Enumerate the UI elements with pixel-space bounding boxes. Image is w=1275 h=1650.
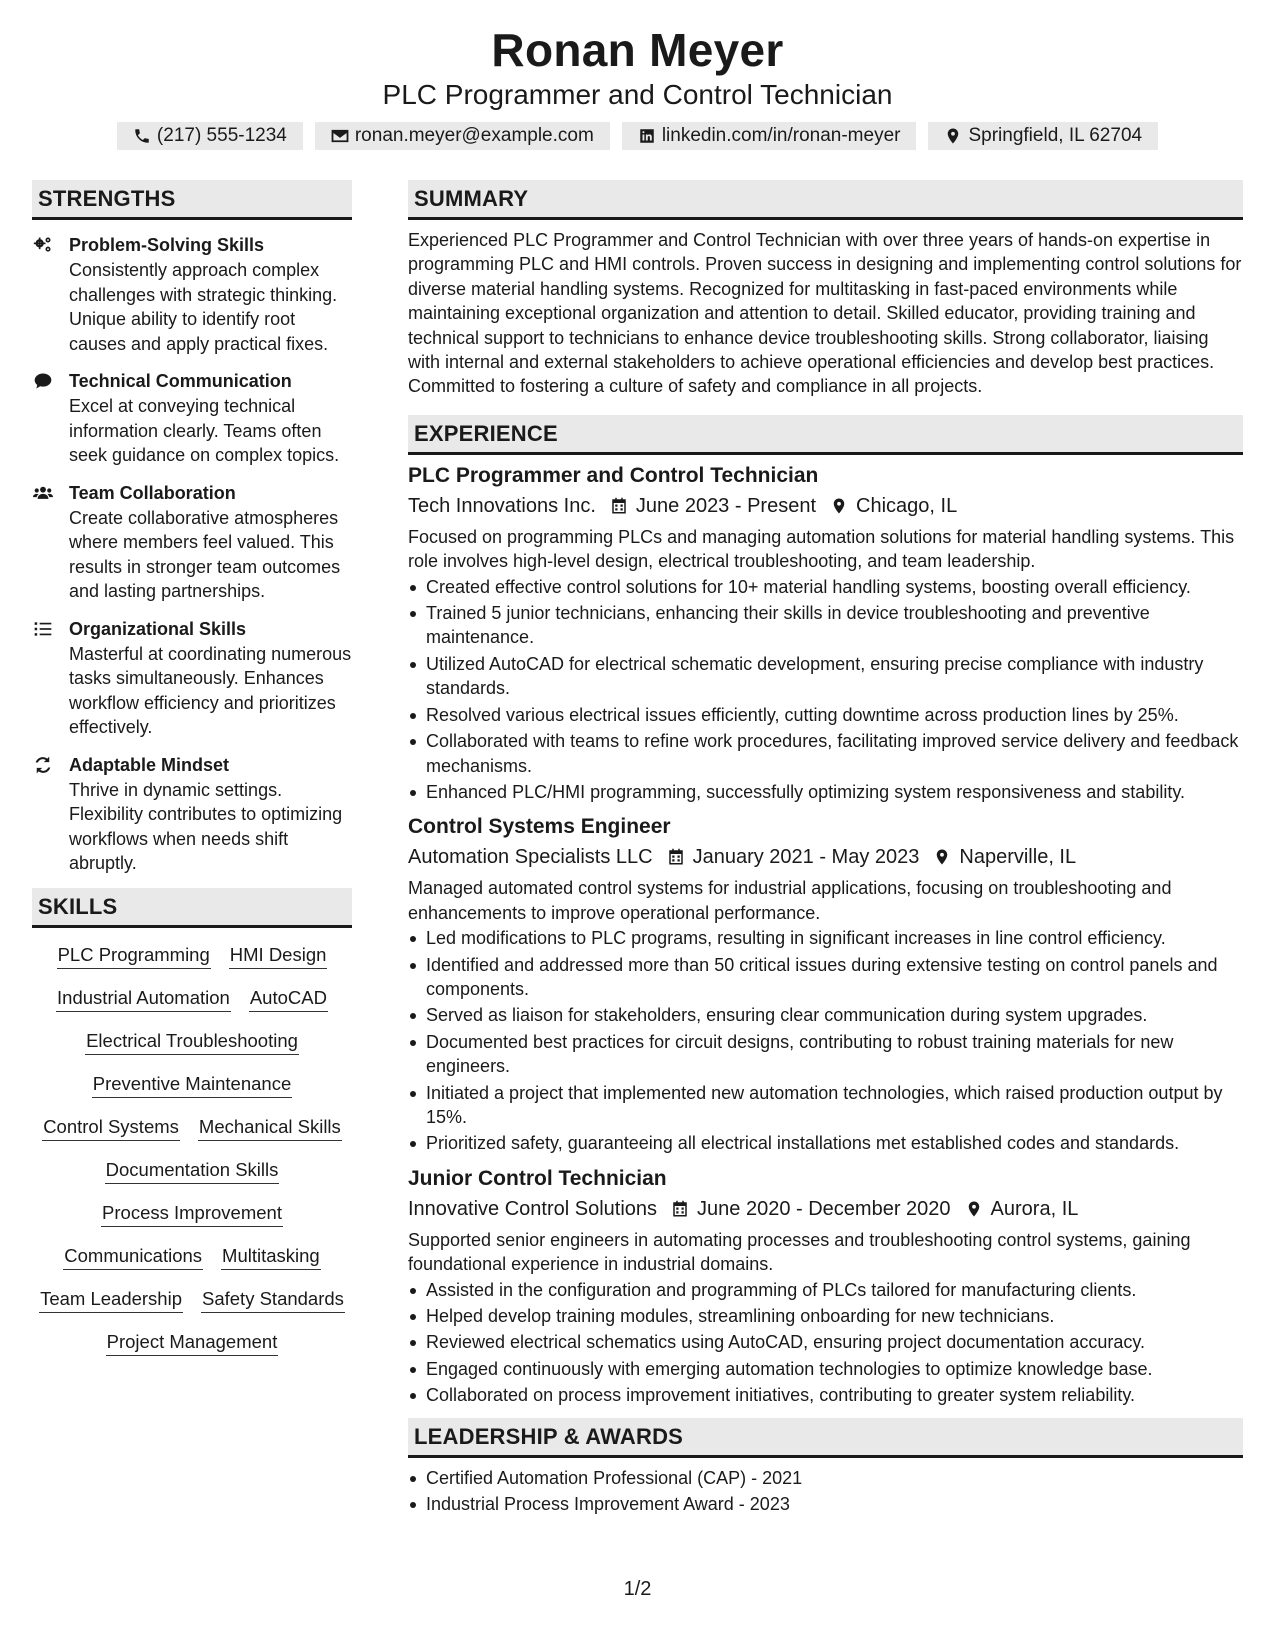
sync-icon [32, 755, 54, 775]
job-description: Focused on programming PLCs and managing automation solutions for material handling systems. This role involves high-level design, electrical troubleshooting, and team leadership. [408, 526, 1235, 572]
strength-title: Problem-Solving Skills [69, 235, 265, 255]
job-dates: June 2023 - Present [635, 494, 817, 517]
strength-title: Adaptable Mindset [69, 754, 230, 775]
candidate-title: PLC Programmer and Control Technician [382, 79, 893, 110]
skill-tag: Preventive Maintenance [92, 1071, 292, 1098]
comment-icon [32, 371, 54, 391]
list-item: Identified and addressed more than 50 critical issues during extensive testing on control panels and components. [408, 953, 1243, 1002]
skill-tag: Industrial Automation [56, 985, 231, 1012]
list-item: Resolved various electrical issues efficiently, cutting downtime across production lines by 25%. [408, 703, 1243, 727]
job-bullets [408, 1278, 1243, 1408]
page-number: 1/2 [623, 1578, 652, 1600]
strengths-list [32, 232, 352, 876]
summary-text: Experienced PLC Programmer and Control Technician with over three years of hands-on expertise in programming PLC and HMI controls. Proven success in designing and implementing control solutions for diverse material handling systems. Recognized for multitasking in fast-paced environments while maintaining exceptional organization and attention to detail. Skilled educator, providing training and technical support to technicians to enhance device troubleshooting skills. Strong collaborator, liaising with internal and external stakeholders to achieve operational efficiencies and develop best practices. Committed to fostering a culture of safety and compliance in all projects. [408, 230, 1242, 397]
calendar-icon [671, 1199, 689, 1219]
job-company: Tech Innovations Inc. [408, 494, 596, 517]
email-text: ronan.meyer@example.com [354, 125, 594, 146]
job-location: Aurora, IL [990, 1197, 1079, 1220]
skill-tag: Safety Standards [201, 1286, 345, 1313]
skill-tag: Documentation Skills [105, 1157, 280, 1184]
skills-heading: SKILLS [32, 888, 352, 928]
skill-tag: AutoCAD [249, 985, 328, 1012]
list-item: Collaborated with teams to refine work procedures, facilitating improved service delivery and feedback mechanisms. [408, 729, 1243, 778]
location-text: Springfield, IL 62704 [968, 125, 1143, 146]
job-entry [408, 812, 1243, 1155]
skill-tag: Electrical Troubleshooting [85, 1028, 299, 1055]
strength-desc: Masterful at coordinating numerous tasks simultaneously. Enhances workflow efficiency and prioritizes effectively. [69, 643, 352, 737]
job-title: PLC Programmer and Control Technician [408, 463, 819, 487]
cogs-icon [32, 235, 54, 255]
resume-header [0, 24, 1275, 150]
phone-icon [133, 127, 151, 145]
job-entry [408, 1164, 1243, 1408]
awards-list [408, 1466, 1243, 1517]
map-pin-icon [933, 847, 951, 867]
list-item: Collaborated on process improvement initiatives, contributing to greater system reliability. [408, 1383, 1243, 1407]
job-entry [408, 461, 1243, 804]
job-location: Naperville, IL [959, 846, 1077, 869]
strength-title: Team Collaboration [69, 482, 236, 503]
job-title: Control Systems Engineer [408, 815, 671, 839]
strength-item [32, 232, 352, 356]
job-dates: June 2020 - December 2020 [697, 1197, 951, 1220]
job-meta [408, 491, 1243, 521]
strength-desc: Consistently approach complex challenges with strategic thinking. Unique ability to identify root causes and apply practical fixes. [69, 260, 338, 354]
candidate-name: Ronan Meyer [491, 24, 784, 76]
strength-title: Technical Communication [69, 371, 292, 391]
strength-item [32, 480, 352, 604]
list-item: Trained 5 junior technicians, enhancing their skills in device troubleshooting and preventive maintenance. [408, 601, 1243, 650]
list-item: Led modifications to PLC programs, resulting in significant increases in line control efficiency. [408, 926, 1243, 950]
contact-bar [0, 122, 1275, 150]
job-meta [408, 1194, 1243, 1224]
job-meta [408, 842, 1243, 872]
skill-tag: Control Systems [42, 1114, 180, 1141]
job-title: Junior Control Technician [408, 1166, 667, 1190]
list-item: Enhanced PLC/HMI programming, successfully optimizing system responsiveness and stability. [408, 780, 1243, 804]
skill-tag: Project Management [106, 1329, 279, 1356]
strength-desc: Thrive in dynamic settings. Flexibility contributes to optimizing workflows when needs shift abruptly. [69, 779, 343, 873]
job-company: Innovative Control Solutions [408, 1197, 658, 1220]
skills-list [32, 942, 352, 1356]
strength-item [32, 752, 352, 876]
calendar-icon [610, 496, 628, 516]
job-company: Automation Specialists LLC [408, 846, 653, 869]
skill-tag: Multitasking [221, 1243, 321, 1270]
linkedin-text: linkedin.com/in/ronan-meyer [661, 125, 901, 146]
skill-tag: Communications [63, 1243, 203, 1270]
list-item: Industrial Process Improvement Award - 2023 [408, 1492, 1243, 1516]
users-icon [32, 483, 54, 503]
map-pin-icon [944, 127, 962, 145]
map-pin-icon [965, 1199, 983, 1219]
list-item: Reviewed electrical schematics using AutoCAD, ensuring project documentation accuracy. [408, 1330, 1243, 1354]
job-description: Supported senior engineers in automating processes and troubleshooting control systems, gaining foundational experience in industrial domains. [408, 1229, 1191, 1275]
right-column [408, 180, 1243, 1524]
summary-heading: SUMMARY [408, 180, 1243, 220]
job-description: Managed automated control systems for industrial applications, focusing on troubleshooting and enhancements to improve operational performance. [408, 878, 1172, 923]
envelope-icon [331, 127, 349, 145]
skill-tag: Team Leadership [39, 1286, 183, 1313]
job-bullets [408, 926, 1243, 1156]
strength-item [32, 616, 352, 740]
strength-title: Organizational Skills [69, 618, 247, 639]
contact-email[interactable] [315, 122, 610, 150]
contact-phone[interactable] [117, 122, 303, 150]
contact-location [928, 122, 1158, 150]
map-pin-icon [830, 496, 848, 516]
skill-tag: Mechanical Skills [198, 1114, 342, 1141]
left-column [32, 180, 352, 1356]
list-item: Utilized AutoCAD for electrical schematic development, ensuring precise compliance with industry standards. [408, 652, 1243, 701]
list-item: Served as liaison for stakeholders, ensuring clear communication during system upgrades. [408, 1003, 1243, 1027]
strength-desc: Excel at conveying technical information clearly. Teams often seek guidance on complex topics. [69, 396, 340, 465]
list-item: Documented best practices for circuit designs, contributing to robust training materials for new engineers. [408, 1030, 1243, 1079]
skill-tag: PLC Programming [57, 942, 211, 969]
list-item: Created effective control solutions for 10+ material handling systems, boosting overall efficiency. [408, 575, 1243, 599]
list-item: Helped develop training modules, streamlining onboarding for new technicians. [408, 1304, 1243, 1328]
strength-desc: Create collaborative atmospheres where members feel valued. This results in stronger team outcomes and lasting partnerships. [69, 507, 341, 601]
list-item: Initiated a project that implemented new automation technologies, which raised production output by 15%. [408, 1081, 1243, 1130]
calendar-icon [667, 847, 685, 867]
awards-heading: LEADERSHIP & AWARDS [408, 1418, 1243, 1458]
list-item: Prioritized safety, guaranteeing all electrical installations met established codes and standards. [408, 1131, 1243, 1155]
experience-heading: EXPERIENCE [408, 415, 1243, 455]
list-item: Assisted in the configuration and programming of PLCs tailored for manufacturing clients. [408, 1278, 1243, 1302]
job-dates: January 2021 - May 2023 [692, 846, 920, 869]
skill-tag: HMI Design [229, 942, 328, 969]
linkedin-icon [638, 127, 656, 145]
list-item: Engaged continuously with emerging automation technologies to optimize knowledge base. [408, 1357, 1243, 1381]
list-icon [32, 619, 54, 639]
phone-text: (217) 555-1234 [156, 125, 287, 146]
strength-item [32, 368, 352, 468]
job-location: Chicago, IL [856, 494, 958, 517]
contact-linkedin[interactable] [622, 122, 917, 150]
skill-tag: Process Improvement [101, 1200, 283, 1227]
strengths-heading: STRENGTHS [32, 180, 352, 220]
job-bullets [408, 575, 1243, 805]
list-item: Certified Automation Professional (CAP) - 2021 [408, 1466, 1243, 1490]
